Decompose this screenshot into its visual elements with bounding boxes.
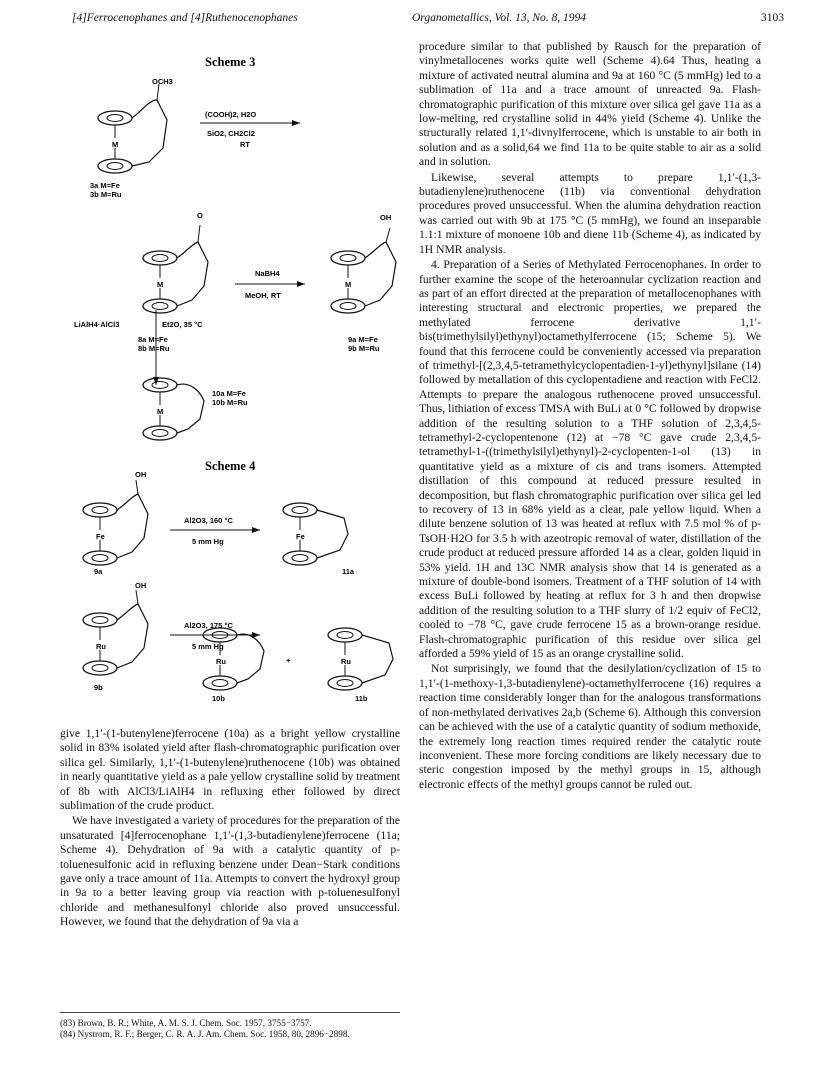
schemes-figure — [60, 40, 400, 720]
reagent-et2o: Et2O, 35 °C — [162, 320, 203, 329]
footnote-83: (83) Brown, B. R.; White, A. M. S. J. Chem. Soc. 1957, 3755−3757. — [60, 1018, 312, 1028]
label-11b: 11b — [355, 694, 368, 703]
compound-9b-structure — [83, 590, 148, 675]
right-paragraph-4: Not surprisingly, we found that the desilylation/cyclization of 15 to 1,1′-(1-methoxy-1,3-butadienylene)-octamethylferrocene (16) requires a reaction time considerably longer than for the analogous transformations of non-methylated derivatives 2a,b (Scheme 6). Although this conversion can be achieved with the use of a catalytic quantity of sodium methoxide, the extremely long reaction times required render the catalytic route inconvenient. These more forcing conditions are likely necessary due to steric congestion imposed by the methyl groups in 15, although electronic effects of the methyl groups cannot be ruled out. — [419, 662, 761, 791]
reagent-5mmhg-2: 5 mm Hg — [192, 642, 224, 651]
svg-text:M: M — [345, 280, 352, 289]
label-9b-s4: 9b — [94, 683, 103, 692]
page-number: 3103 — [761, 12, 784, 24]
oh-label-9a: OH — [135, 470, 147, 479]
reagent-nabh4: NaBH4 — [255, 269, 280, 278]
reagent-rt: RT — [240, 140, 250, 149]
footnotes — [60, 1018, 400, 1040]
compound-3-structure — [98, 84, 167, 173]
compound-10-structure — [143, 378, 204, 440]
oh-label-9b: OH — [135, 581, 147, 590]
label-8b: 8b M=Ru — [138, 344, 170, 353]
label-3a: 3a M=Fe — [90, 181, 120, 190]
label-3b: 3b M=Ru — [90, 190, 122, 199]
left-column-text — [60, 727, 400, 931]
compound-8-structure — [143, 225, 208, 313]
compound-9-structure — [331, 228, 396, 313]
compound-9a-structure — [83, 480, 148, 565]
label-9b: 9b M=Ru — [348, 344, 380, 353]
svg-text:Fe: Fe — [96, 532, 105, 541]
label-8a: 8a M=Fe — [138, 335, 168, 344]
label-9a: 9a M=Fe — [348, 335, 378, 344]
plus-sign: + — [286, 656, 291, 665]
label-9a-s4: 9a — [94, 567, 103, 576]
reagent-oxalic: (COOH)2, H2O — [205, 110, 257, 119]
compound-11b-structure — [328, 628, 393, 690]
scheme4-title: Scheme 4 — [205, 459, 256, 473]
left-paragraph-2: We have investigated a variety of procedures for the preparation of the unsaturated [4]ferrocenophane 1,1′-(1,3-butadienylene)ferrocene (11a; Scheme 4). Dehydration of 9a with a catalytic quantity of p-toluenesulfonic acid in refluxing benzene under Dean−Stark conditions gave only a trace amount of 11a. Attempts to convert the hydroxyl group in 9a to a better leaving group via reaction with p-toluenesulfonyl chloride and methanesulfonyl chloride also proved unsuccessful. However, we found that the dehydration of 9a via a — [60, 814, 400, 929]
oh-label-scheme3: OH — [380, 213, 392, 222]
label-10a: 10a M=Fe — [212, 389, 246, 398]
left-paragraph-1: give 1,1′-(1-butenylene)ferrocene (10a) as a bright yellow crystalline solid in 83% isolated yield after flash-chromatographic purification over silica gel. Similarly, 1,1′-(1-butenylene)ruthenocene (10b) was obtained in nearly quantitative yield as a pale yellow crystalline solid by treatment of 8b with AlCl3/LiAlH4 in refluxing ether followed by direct sublimation of the crude product. — [60, 727, 400, 813]
svg-text:M: M — [157, 280, 164, 289]
label-11a: 11a — [342, 567, 355, 576]
reagent-al2o3-160: Al2O3, 160 °C — [184, 516, 233, 525]
label-10b: 10b M=Ru — [212, 398, 248, 407]
compound-11a-structure — [283, 503, 348, 565]
footnote-rule — [60, 1012, 400, 1013]
svg-text:Ru: Ru — [216, 657, 226, 666]
footnote-84: (84) Nystrom, R. F.; Berger, C. R. A. J. Am. Chem. Soc. 1958, 80, 2896−2898. — [60, 1029, 350, 1039]
reagent-meoh: MeOH, RT — [245, 291, 281, 300]
reagent-lialh4: LiAlH4·AlCl3 — [74, 320, 120, 329]
och3-label: OCH3 — [152, 77, 173, 86]
svg-text:M: M — [157, 407, 164, 416]
scheme3-title: Scheme 3 — [205, 55, 256, 69]
running-header-journal: Organometallics, Vol. 13, No. 8, 1994 — [412, 12, 586, 24]
right-column-text — [419, 40, 761, 793]
right-paragraph-3: 4. Preparation of a Series of Methylated Ferrocenophanes. In order to further examine the scope of the heteroannular cyclization reaction and as part of an effort directed at the preparation of metallocenophanes with interesting structural and electronic properties, we prepared the methylated ferrocene derivative 1,1′-bis(trimethylsilyl)ethynyl)octamethylferrocene (15; Scheme 5). We found that this ferrocene could be conveniently accessed via preparation of trimethyl-[(2,3,4,5-tetramethylcyclopentadien-1-yl)ethynyl]silane (14) followed by metallation of this cyclopentadiene and reaction with FeCl2. Attempts to prepare the analogous ruthenocene proved unsuccessful. Thus, lithiation of excess TMSA with BuLi at 0 °C followed by dropwise addition of the resulting solution to a THF solution of 2,3,4,5-tetramethyl-2-cyclopentenone (12) at −78 °C gave crude 2,3,4,5-tetramethyl-1-((trimethylsilyl)ethynyl)-2-cyclopenten-1-ol (13) in quantitative yield as a mixture of cis and trans isomers. Attempted distillation of this compound at reduced pressure resulted in decomposition, but flash chromatographic purification over silica gel led to recovery of 13 in 68% yield as a clear, pale yellow liquid. When a dilute benzene solution of 13 was heated at reflux with 7.5 mol % of p-TsOH·H2O for 3.5 h with azeotropic removal of water, distillation of the crude product at reduced pressure afforded 14 as a clear, golden liquid in 53% yield. 1H and 13C NMR analysis show that 14 is generated as a mixture of double-bond isomers. Treatment of a THF solution of 14 with excess BuLi followed by heating at reflux for 3 h and then dropwise addition of the resulting solution to a THF slurry of 1/2 equiv of FeCl2, cooled to −78 °C, gave crude ferrocene 15 as a brown-orange residue. Flash-chromatographic purification of this residue over silica gel afforded a 59% yield of 15 as an orange crystalline solid. — [419, 258, 761, 661]
svg-text:M: M — [112, 140, 119, 149]
reagent-5mmhg-1: 5 mm Hg — [192, 537, 224, 546]
reagent-al2o3-175: Al2O3, 175 °C — [184, 621, 233, 630]
svg-text:Ru: Ru — [341, 657, 351, 666]
o-label: O — [197, 211, 203, 220]
running-header-left: [4]Ferrocenophanes and [4]Ruthenocenophanes — [72, 12, 298, 24]
svg-text:Ru: Ru — [96, 642, 106, 651]
compound-10b-structure — [203, 628, 264, 690]
svg-text:Fe: Fe — [296, 532, 305, 541]
reagent-silica: SiO2, CH2Cl2 — [207, 129, 255, 138]
right-paragraph-1: procedure similar to that published by Rausch for the preparation of vinylmetallocenes works quite well (Scheme 4).64 Thus, heating a mixture of activated neutral alumina and 9a at 160 °C (5 mmHg) led to a sublimation of 11a and a trace amount of unreacted 9a. Flash-chromatographic purification of this mixture over silica gel gave 11a as a low-melting, red crystalline solid in 44% yield (Scheme 4). Unlike the structurally related 1,1′-divnylferrocene, which is unstable to air both in solution and as a solid,64 we find 11a to be quite stable to air as a solid and in solution. — [419, 40, 761, 169]
label-10b-s4: 10b — [212, 694, 225, 703]
right-paragraph-2: Likewise, several attempts to prepare 1,1′-(1,3-butadienylene)ruthenocene (11b) via conventional dehydration procedures proved unsuccessful. When the alumina dehydration reaction was carried out with 9b at 175 °C (5 mmHg), we found an inseparable 1.1:1 mixture of monoene 10b and diene 11b (Scheme 4), as indicated by 1H NMR analysis. — [419, 170, 761, 256]
scheme4-products — [150, 625, 400, 705]
